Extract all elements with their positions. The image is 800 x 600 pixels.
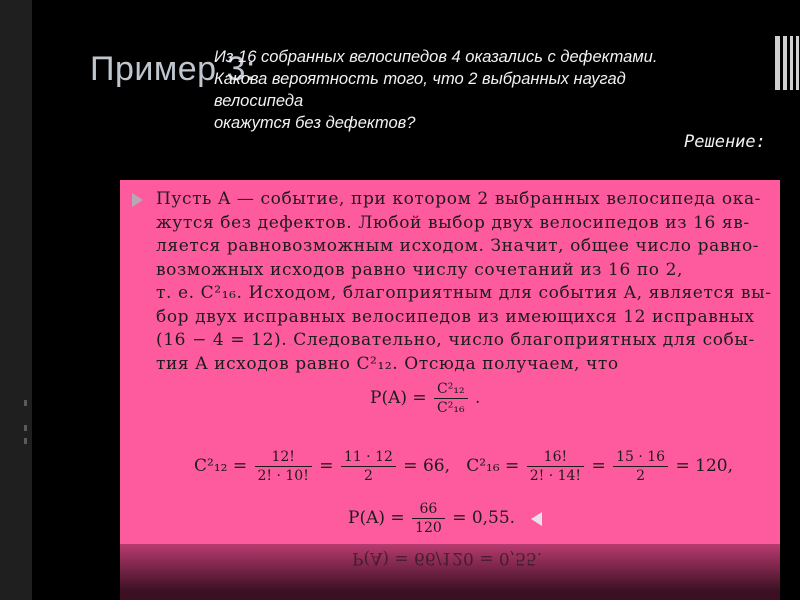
fraction-numerator: C²₁₂ xyxy=(434,380,468,399)
solution-line: возможных исходов равно числу сочетаний из 16 по 2, xyxy=(156,259,684,280)
rail-marker xyxy=(24,438,27,444)
formula-result: = 0,55. xyxy=(452,508,516,528)
formula-lhs: P(A) = xyxy=(370,388,427,408)
problem-line: окажутся без дефектов? xyxy=(214,114,416,132)
formula-combinations xyxy=(194,448,733,485)
reflection-text: P(A) = 66/120 = 0,55. xyxy=(352,548,543,568)
fraction xyxy=(341,448,396,485)
left-rail xyxy=(0,0,33,600)
fraction-denominator: 2 xyxy=(636,468,646,484)
fraction xyxy=(434,380,468,417)
solution-line: бор двух исправных велосипедов из имеющихся 12 исправных xyxy=(156,306,755,327)
formula-probability xyxy=(370,380,480,417)
formula-result: = 120, xyxy=(675,456,733,476)
solution-line: (16 − 4 = 12). Следовательно, число благоприятных для собы- xyxy=(156,330,755,350)
fraction-denominator: 120 xyxy=(415,520,442,536)
formula-part: C²₁₆ = xyxy=(466,456,520,476)
solution-text xyxy=(156,188,772,376)
fraction xyxy=(527,448,584,485)
problem-line: велосипеда xyxy=(214,92,304,110)
fraction-numerator: 66 xyxy=(412,500,445,519)
rail-marker xyxy=(24,400,27,406)
fraction xyxy=(412,500,445,537)
fraction-denominator: 2 xyxy=(363,468,373,484)
problem-line: Какова вероятность того, что 2 выбранных наугад xyxy=(214,70,626,88)
solution-line: т. е. C²₁₆. Исходом, благоприятным для события A, является вы- xyxy=(156,283,772,303)
formula-result: = 66, xyxy=(403,456,450,476)
decorative-bars xyxy=(775,36,800,90)
problem-statement xyxy=(214,46,774,134)
formula-tail: . xyxy=(475,388,481,408)
fraction-denominator: 2! · 10! xyxy=(257,468,309,484)
fraction xyxy=(613,448,668,485)
formula-equals: = xyxy=(319,456,334,476)
formula-part: C²₁₂ = xyxy=(194,456,248,476)
solution-line: ляется равновозможным исходом. Значит, общее число равно- xyxy=(156,236,760,256)
end-of-proof-icon xyxy=(531,512,542,526)
formula-equals: = xyxy=(591,456,606,476)
formula-answer xyxy=(348,500,542,537)
fraction xyxy=(255,448,312,485)
rail-marker xyxy=(24,425,27,431)
fraction-denominator: C²₁₆ xyxy=(437,400,465,416)
fraction-numerator: 11 · 12 xyxy=(341,448,396,467)
solution-line: тия A исходов равно C²₁₂. Отсюда получаем, что xyxy=(156,353,619,374)
solution-line: жутся без дефектов. Любой выбор двух велосипедов из 16 яв- xyxy=(156,212,750,233)
fraction-numerator: 15 · 16 xyxy=(613,448,668,467)
panel-reflection xyxy=(120,544,780,600)
solution-panel xyxy=(120,180,780,544)
fraction-numerator: 12! xyxy=(255,448,312,467)
slide-title: Пример 3: xyxy=(90,50,256,88)
fraction-numerator: 16! xyxy=(527,448,584,467)
solution-line: Пусть A — событие, при котором 2 выбранных велосипеда ока- xyxy=(156,189,762,209)
solution-label: Решение: xyxy=(684,132,766,152)
bullet-arrow-icon xyxy=(132,193,143,207)
fraction-denominator: 2! · 14! xyxy=(529,468,582,484)
problem-line: Из 16 собранных велосипедов 4 оказались с дефектами. xyxy=(214,48,658,66)
formula-lhs: P(A) = xyxy=(348,508,405,528)
